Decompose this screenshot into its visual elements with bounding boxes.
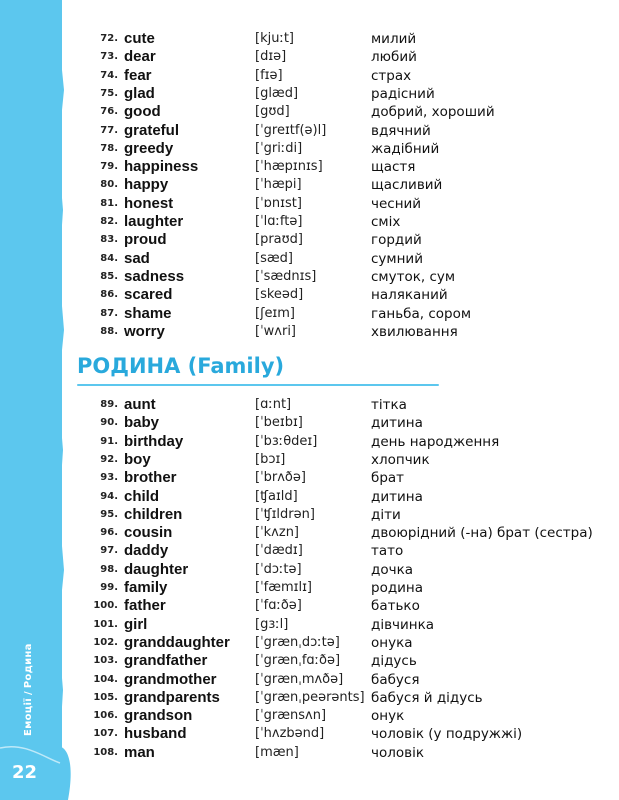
transcription: [ˈdɔːtə] (255, 561, 302, 577)
transcription: [ˈfɑːðə] (255, 598, 302, 614)
transcription: [ˈgrænˌpeərənts] (255, 689, 365, 705)
entry-number: 100. (93, 600, 118, 612)
translation: страх (371, 67, 412, 84)
english-word: glad (124, 84, 155, 102)
transcription: [glæd] (255, 85, 299, 101)
transcription: [ˈɒnɪst] (255, 195, 302, 211)
entry-number: 75. (100, 87, 118, 99)
entry-number: 103. (93, 655, 118, 667)
heading-underline (77, 384, 439, 386)
english-word: grandmother (124, 670, 217, 688)
entry-number: 90. (100, 417, 118, 429)
vocab-row (0, 286, 619, 304)
vocab-row (0, 268, 619, 286)
transcription: [ˈhæpɪnɪs] (255, 159, 323, 175)
transcription: [mæn] (255, 744, 299, 760)
translation: бабуся й дідусь (371, 689, 483, 706)
transcription: [sæd] (255, 250, 293, 266)
transcription: [ˈwʌri] (255, 323, 296, 339)
page-number: 22 (12, 762, 38, 783)
vocab-row (0, 231, 619, 249)
transcription: [ˈbeɪbɪ] (255, 415, 303, 431)
transcription: [ˈgrænsʌn] (255, 708, 327, 724)
vocab-row (0, 652, 619, 670)
translation: бабуся (371, 671, 420, 688)
entry-number: 99. (100, 582, 118, 593)
entry-number: 73. (100, 51, 118, 63)
english-word: worry (124, 322, 165, 340)
translation: день народження (371, 433, 500, 450)
transcription: [ˈsædnɪs] (255, 268, 317, 284)
entry-number: 91. (100, 435, 118, 447)
translation: діти (371, 506, 401, 523)
transcription: [ɑːnt] (255, 397, 292, 412)
transcription: [ˈlɑːftə] (255, 214, 303, 229)
entry-number: 88. (100, 325, 118, 337)
english-word: cousin (124, 524, 173, 542)
translation: смуток, сум (371, 268, 456, 285)
entry-number: 74. (100, 69, 118, 81)
translation: милий (371, 31, 417, 47)
vocab-row (0, 213, 619, 231)
transcription: [dɪə] (255, 49, 287, 65)
entry-number: 95. (100, 508, 118, 520)
entry-number: 85. (100, 270, 118, 282)
translation: дівчинка (371, 616, 435, 633)
vocab-row (0, 122, 619, 140)
translation: вдячний (371, 122, 431, 139)
transcription: [ˈgrænˌdɔːtə] (255, 634, 340, 650)
english-word: laughter (124, 213, 184, 230)
english-word: family (124, 579, 168, 596)
side-label-family: Родина (23, 643, 34, 689)
english-word: cute (124, 30, 155, 47)
english-word: grateful (124, 121, 180, 139)
translation: чоловік (371, 744, 424, 761)
translation: жадібний (371, 140, 440, 157)
transcription: [ˈgriːdi] (255, 140, 303, 156)
transcription: [gʊd] (255, 104, 290, 120)
entry-number: 86. (100, 289, 118, 301)
entry-number: 102. (93, 636, 118, 648)
vocab-row (0, 616, 619, 634)
english-word: daughter (124, 560, 189, 578)
english-word: father (124, 597, 166, 615)
english-word: boy (124, 450, 151, 468)
vocab-row (0, 707, 619, 725)
transcription: [ˈhʌzbənd] (255, 726, 325, 742)
english-word: girl (124, 615, 148, 633)
english-word: sad (124, 249, 150, 267)
translation: чесний (371, 195, 422, 212)
vocab-row (0, 671, 619, 689)
vocab-row (0, 305, 619, 323)
transcription: [ˈbrʌðə] (255, 470, 306, 486)
english-word: shame (124, 304, 172, 322)
entry-number: 106. (93, 710, 118, 722)
transcription: [ʧaɪld] (255, 488, 298, 504)
vocab-row (0, 48, 619, 66)
english-word: dear (124, 48, 156, 66)
vocab-row (0, 542, 619, 560)
translation: гордий (371, 232, 422, 249)
entry-number: 96. (100, 527, 118, 539)
translation: родина (371, 580, 424, 596)
transcription: [ˈgreɪtf(ə)l] (255, 122, 327, 138)
translation: онук (371, 708, 405, 725)
translation: чоловік (у подружжі) (371, 726, 523, 743)
side-label-separator: / (23, 691, 34, 696)
transcription: [ˈgrænˌmʌðə] (255, 671, 344, 687)
transcription: [skeəd] (255, 287, 304, 303)
vocab-row (0, 158, 619, 176)
transcription: [ˈʧɪldrən] (255, 506, 315, 522)
vocab-row (0, 414, 619, 432)
english-word: grandfather (124, 652, 208, 670)
transcription: [kjuːt] (255, 31, 294, 46)
english-word: baby (124, 414, 160, 432)
entry-number: 72. (100, 33, 118, 44)
entry-number: 82. (100, 216, 118, 227)
english-word: sadness (124, 267, 185, 285)
family-section-heading: РОДИНА (Family) (77, 354, 285, 378)
translation: тато (371, 543, 404, 560)
translation: добрий, хороший (371, 104, 495, 121)
vocab-row (0, 195, 619, 213)
vocab-row (0, 597, 619, 615)
translation: радісний (371, 85, 435, 102)
translation: тітка (371, 397, 407, 413)
english-word: grandson (124, 707, 193, 725)
translation: любий (371, 49, 417, 66)
english-word: aunt (124, 396, 156, 413)
english-word: granddaughter (124, 633, 230, 651)
vocab-row (0, 689, 619, 707)
translation: сміх (371, 214, 401, 230)
entry-number: 83. (100, 234, 118, 246)
transcription: [ˈfæmɪlɪ] (255, 580, 312, 595)
entry-number: 78. (100, 142, 118, 154)
vocab-row (0, 634, 619, 652)
translation: сумний (371, 250, 423, 267)
english-word: fear (124, 66, 152, 84)
transcription: [fɪə] (255, 67, 283, 83)
english-word: birthday (124, 432, 184, 450)
english-word: happy (124, 176, 169, 194)
translation: дитина (371, 488, 423, 505)
side-label-emotions: Емоції (23, 698, 34, 736)
vocab-row (0, 561, 619, 579)
transcription: [bɔɪ] (255, 451, 286, 467)
translation: наляканий (371, 287, 448, 304)
vocab-row (0, 103, 619, 121)
entry-number: 107. (93, 728, 118, 740)
english-word: children (124, 505, 183, 523)
transcription: [ˈgrænˌfɑːðə] (255, 653, 341, 669)
english-word: husband (124, 725, 187, 743)
entry-number: 92. (100, 453, 118, 465)
translation: щасливий (371, 177, 443, 194)
vocab-row (0, 67, 619, 85)
entry-number: 105. (93, 691, 118, 703)
translation: хвилювання (371, 323, 458, 340)
english-word: honest (124, 194, 174, 212)
translation: дочка (371, 561, 413, 578)
entry-number: 89. (100, 399, 118, 410)
translation: онука (371, 634, 413, 651)
vocab-row (0, 451, 619, 469)
entry-number: 76. (100, 106, 118, 118)
vocab-row (0, 744, 619, 762)
transcription: [ˈbɜːθdeɪ] (255, 433, 318, 449)
vocab-row (0, 30, 619, 48)
english-word: man (124, 743, 155, 761)
vocab-row (0, 433, 619, 451)
vocab-row (0, 506, 619, 524)
entry-number: 94. (100, 490, 118, 502)
vocab-row (0, 469, 619, 487)
vocab-row (0, 488, 619, 506)
entry-number: 108. (93, 746, 118, 758)
transcription: [ʃeɪm] (255, 305, 296, 321)
english-word: proud (124, 231, 167, 249)
entry-number: 79. (100, 161, 118, 173)
entry-number: 98. (100, 563, 118, 575)
transcription: [ˈkʌzn] (255, 525, 300, 541)
english-word: grandparents (124, 688, 220, 706)
entry-number: 93. (100, 472, 118, 484)
vocab-row (0, 140, 619, 158)
english-word: daddy (124, 542, 169, 560)
entry-number: 87. (100, 307, 118, 319)
entry-number: 97. (100, 545, 118, 557)
entry-number: 81. (100, 197, 118, 209)
vocab-row (0, 323, 619, 341)
entry-number: 77. (100, 124, 118, 136)
translation: дитина (371, 415, 423, 432)
transcription: [ˈdædɪ] (255, 543, 303, 559)
entry-number: 80. (100, 179, 118, 191)
entry-number: 101. (93, 618, 118, 630)
vocab-row (0, 176, 619, 194)
translation: хлопчик (371, 451, 430, 468)
translation: дідусь (371, 653, 417, 670)
translation: ганьба, сором (371, 305, 472, 322)
english-word: good (124, 103, 161, 121)
translation: двоюрідний (-на) брат (сестра) (371, 525, 593, 542)
translation: батько (371, 598, 420, 615)
transcription: [gɜːl] (255, 616, 289, 632)
entry-number: 104. (93, 673, 118, 685)
translation: брат (371, 470, 405, 487)
english-word: scared (124, 286, 173, 304)
translation: щастя (371, 159, 416, 176)
entry-number: 84. (100, 252, 118, 264)
vocab-row (0, 396, 619, 414)
english-word: brother (124, 469, 177, 487)
vocab-row (0, 725, 619, 743)
transcription: [praʊd] (255, 232, 303, 248)
vocab-row (0, 579, 619, 597)
vocab-row (0, 524, 619, 542)
english-word: happiness (124, 158, 199, 176)
english-word: greedy (124, 139, 174, 157)
vocab-row (0, 85, 619, 103)
transcription: [ˈhæpi] (255, 177, 302, 193)
english-word: child (124, 487, 160, 505)
vocab-row (0, 250, 619, 268)
